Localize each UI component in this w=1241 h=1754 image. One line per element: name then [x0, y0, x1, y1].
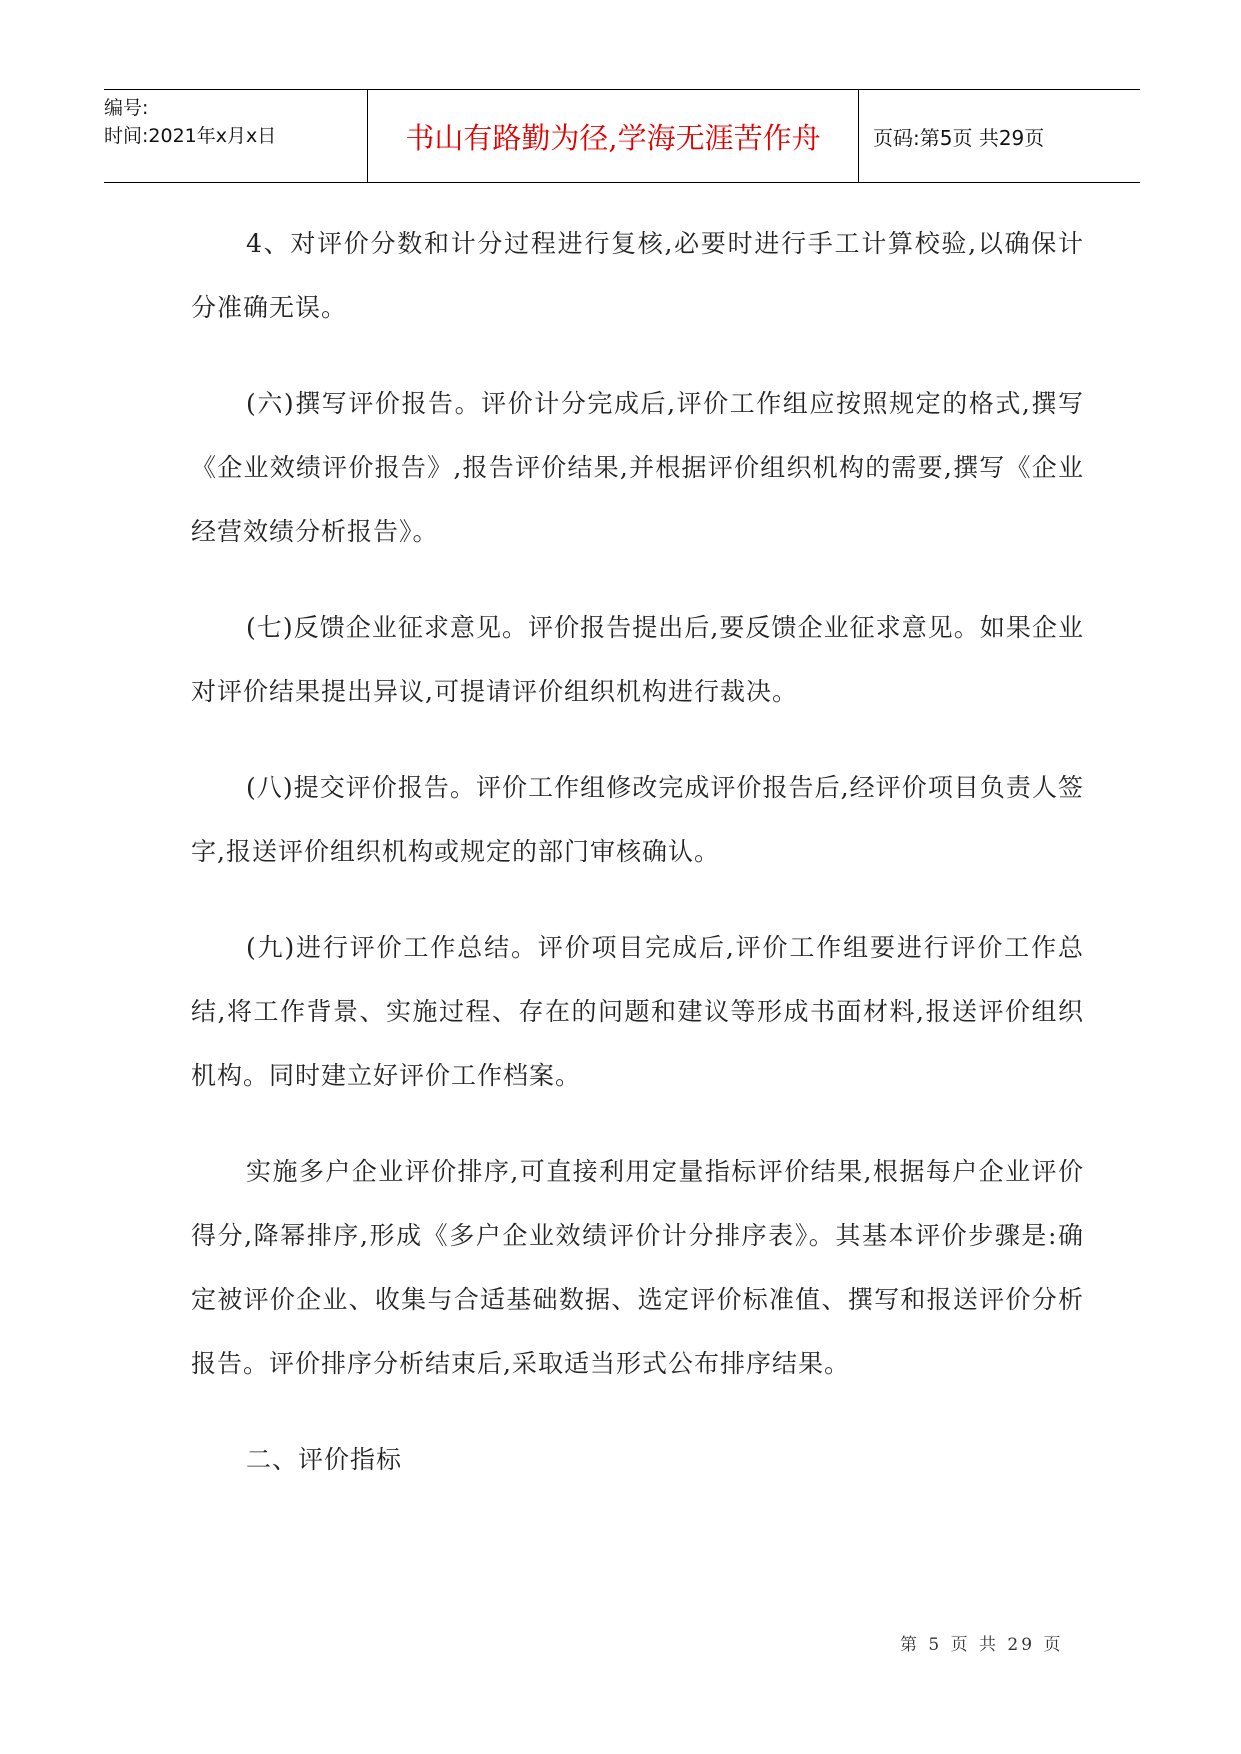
- document-body: [191, 212, 1084, 1524]
- paragraph-feedback: (七)反馈企业征求意见。评价报告提出后,要反馈企业征求意见。如果企业对评价结果提出异议,可提请评价组织机构进行裁决。: [191, 613, 1084, 706]
- paragraph-ranking: 实施多户企业评价排序,可直接利用定量指标评价结果,根据每户企业评价得分,降幂排序,形成《多户企业效绩评价计分排序表》。其基本评价步骤是:确定被评价企业、收集与合适基础数据、选定评价标准值、撰写和报送评价分析报告。评价排序分析结束后,采取适当形式公布排序结果。: [191, 1157, 1084, 1378]
- paragraph-review-scores: 4、对评价分数和计分过程进行复核,必要时进行手工计算校验,以确保计分准确无误。: [191, 229, 1084, 322]
- section-heading-indicators: 二、评价指标: [246, 1445, 403, 1474]
- header-left-cell: [104, 90, 368, 182]
- paragraph-submit-report: (八)提交评价报告。评价工作组修改完成评价报告后,经评价项目负责人签字,报送评价组织机构或规定的部门审核确认。: [191, 773, 1084, 866]
- header-page-info: 页码:第5页 共29页: [873, 125, 1045, 150]
- document-number-label: 编号:: [104, 97, 149, 119]
- page-footer: 第 5 页 共 29 页: [900, 1635, 1064, 1655]
- page-header: [104, 89, 1140, 183]
- document-date: 时间:2021年x月x日: [104, 125, 277, 147]
- paragraph-work-summary: (九)进行评价工作总结。评价项目完成后,评价工作组要进行评价工作总结,将工作背景、实施过程、存在的问题和建议等形成书面材料,报送评价组织机构。同时建立好评价工作档案。: [191, 933, 1084, 1090]
- header-motto: 书山有路勤为径,学海无涯苦作舟: [368, 90, 859, 182]
- paragraph-write-report: (六)撰写评价报告。评价计分完成后,评价工作组应按照规定的格式,撰写《企业效绩评价报告》,报告评价结果,并根据评价组织机构的需要,撰写《企业经营效绩分析报告》。: [191, 389, 1084, 546]
